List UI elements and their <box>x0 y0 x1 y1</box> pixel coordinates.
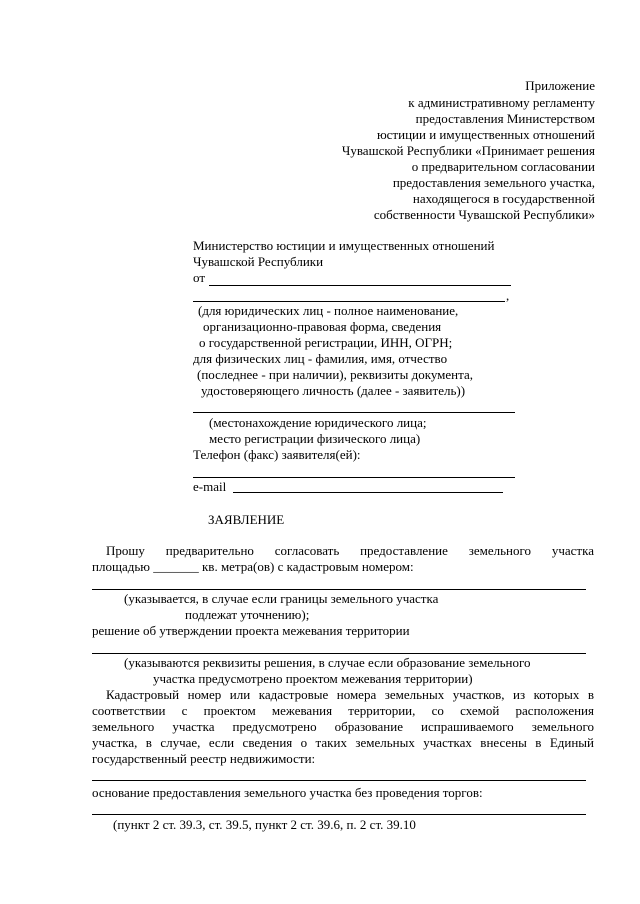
from-field-continued[interactable] <box>193 301 505 302</box>
appendix-line: к административному регламенту <box>408 95 595 110</box>
source-parcels-line: Кадастровый номер или кадастровые номера земельных участков, из которых в <box>106 687 594 702</box>
applicant-hint-line: организационно-правовая форма, сведения <box>203 319 442 334</box>
appendix-line: Чувашской Республики «Принимает решения <box>341 143 595 158</box>
location-hint-line: (местонахождение юридического лица; <box>209 415 427 430</box>
area-input[interactable]: _______ <box>153 559 199 574</box>
source-parcels-line: соответствии с проектом межевания территории, со схемой расположения <box>92 703 594 718</box>
location-hint-line: место регистрации физического лица) <box>209 431 421 446</box>
applicant-hint-line: о государственной регистрации, ИНН, ОГРН; <box>199 335 453 350</box>
applicant-hint-line: (последнее - при наличии), реквизиты документа, <box>197 367 473 382</box>
source-parcels-field[interactable] <box>92 780 586 781</box>
decision-hint-line: участка предусмотрено проектом межевания территории) <box>153 671 473 686</box>
email-field[interactable] <box>233 492 503 493</box>
source-parcels-line: участка, в случае, если сведения о таких земельных участках внесены в Единый <box>92 735 594 750</box>
applicant-hint-line: для физических лиц - фамилия, имя, отчество <box>193 351 448 366</box>
area-prefix: площадью <box>92 559 150 574</box>
from-field[interactable] <box>209 285 511 286</box>
basis-hint: (пункт 2 ст. 39.3, ст. 39.5, пункт 2 ст. 39.6, п. 2 ст. 39.10 <box>113 817 416 832</box>
addressee-line: Министерство юстиции и имущественных отношений <box>193 238 495 253</box>
appendix-line: предоставления земельного участка, <box>392 175 595 190</box>
cadastral-hint-line: подлежат уточнению); <box>185 607 310 622</box>
document-title: ЗАЯВЛЕНИЕ <box>208 512 285 527</box>
comma: , <box>506 288 510 303</box>
email-label: e-mail <box>193 479 227 494</box>
cadastral-label: кв. метра(ов) с кадастровым номером: <box>201 559 414 574</box>
from-label: от <box>193 270 206 285</box>
appendix-line: Приложение <box>525 78 595 93</box>
request-line: Прошу предварительно согласовать предоставление земельного участка <box>106 543 594 558</box>
phone-label: Телефон (факс) заявителя(ей): <box>193 447 361 462</box>
area-label <box>92 559 414 575</box>
basis-label: основание предоставления земельного участка без проведения торгов: <box>92 785 483 800</box>
source-parcels-line: земельного участка предусмотрено образование испрашиваемого земельного <box>92 719 594 734</box>
applicant-hint-line: (для юридических лиц - полное наименование, <box>198 303 459 318</box>
applicant-hint-line: удостоверяющего личность (далее - заявитель)) <box>201 383 466 398</box>
survey-decision-field[interactable] <box>92 653 586 654</box>
survey-decision-label: решение об утверждении проекта межевания территории <box>92 623 410 638</box>
appendix-line: находящегося в государственной <box>412 191 595 206</box>
source-parcels-line: государственный реестр недвижимости: <box>92 751 316 766</box>
addressee-line: Чувашской Республики <box>193 254 324 269</box>
appendix-line: юстиции и имущественных отношений <box>376 127 595 142</box>
appendix-line: о предварительном согласовании <box>411 159 595 174</box>
cadastral-hint-line: (указывается, в случае если границы земельного участка <box>124 591 439 606</box>
appendix-line: предоставления Министерством <box>415 111 595 126</box>
appendix-line: собственности Чувашской Республики» <box>373 207 595 222</box>
cadastral-number-field[interactable] <box>92 589 586 590</box>
basis-field[interactable] <box>92 814 586 815</box>
phone-field[interactable] <box>193 477 515 478</box>
location-field[interactable] <box>193 412 515 413</box>
decision-hint-line: (указываются реквизиты решения, в случае если образование земельного <box>124 655 531 670</box>
